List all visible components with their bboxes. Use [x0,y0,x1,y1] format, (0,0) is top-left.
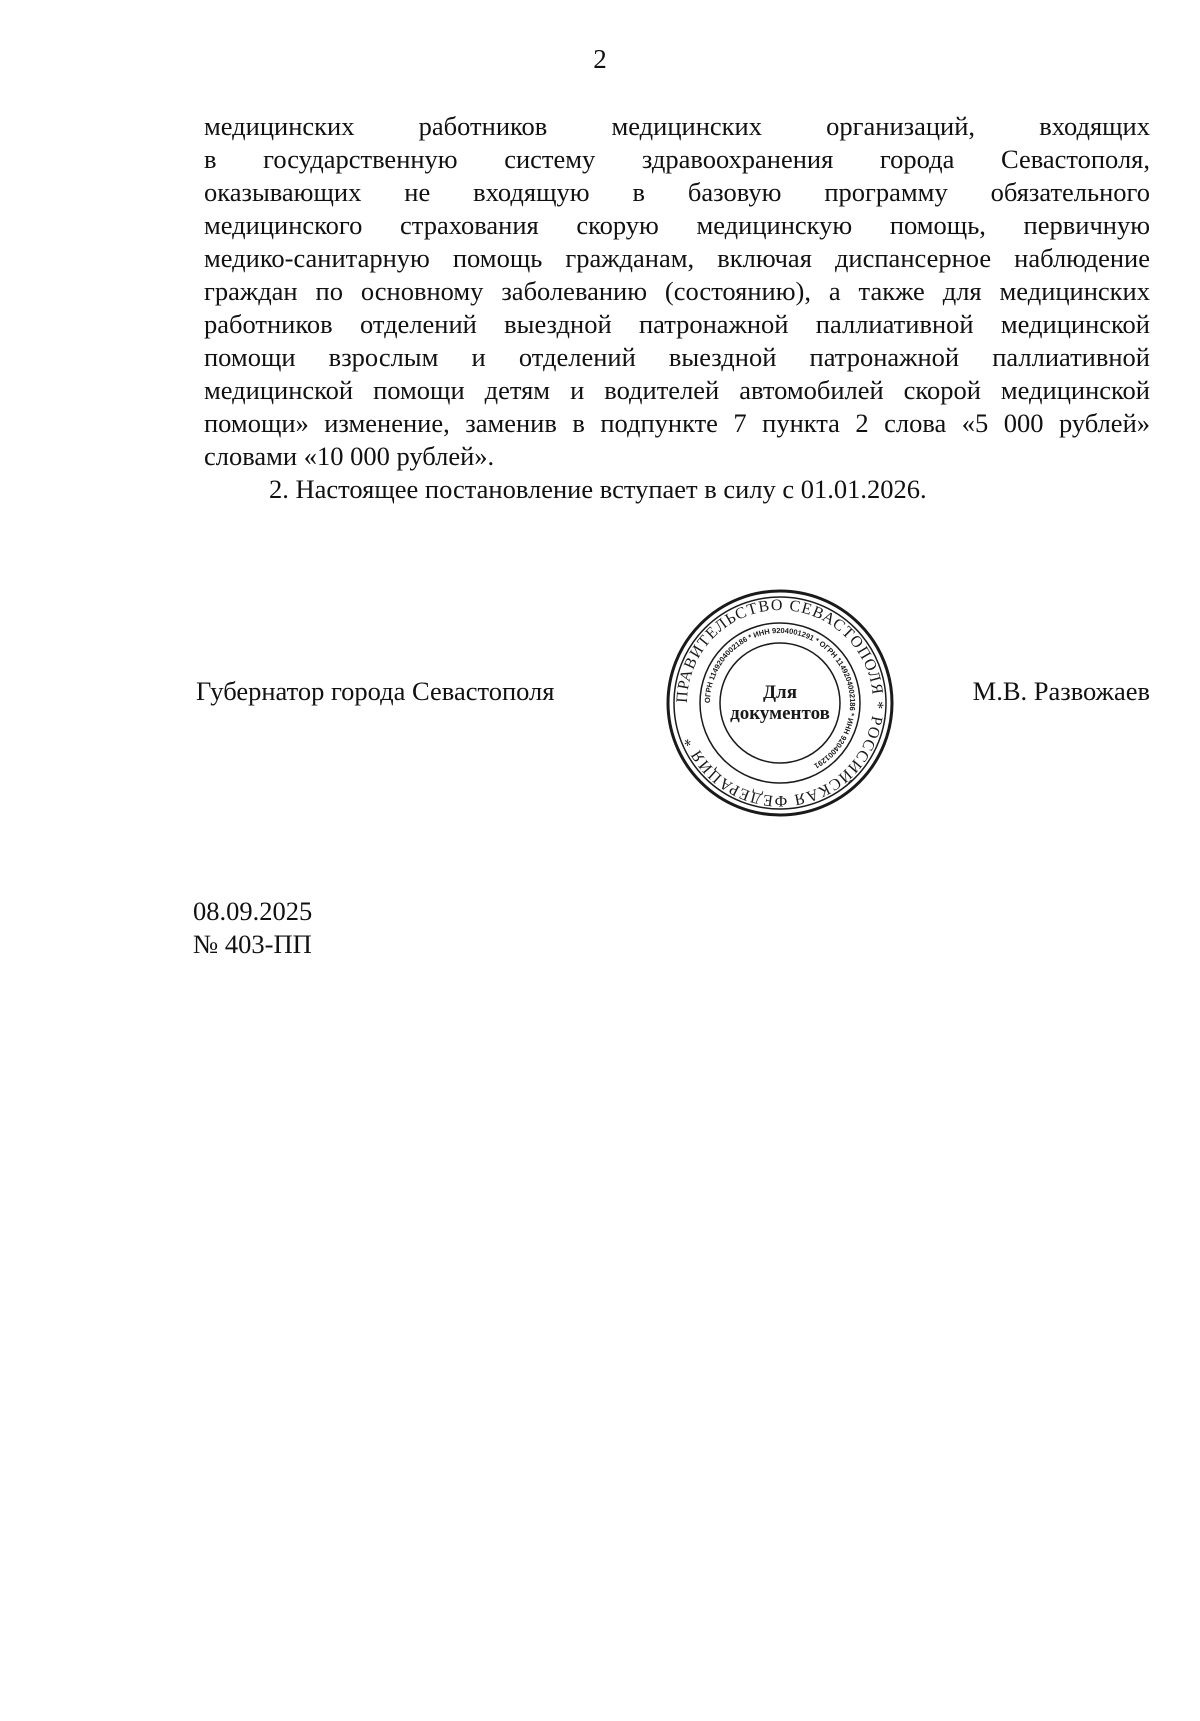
body-line: граждан по основному заболеванию (состоянию), а также для медицинских [204,276,1150,306]
seal-inner-text: ОГРН 1149204002186 * ИНН 9204001291 * ОГРН 1149204002186 * ИНН 9204001291 [702,625,858,771]
official-seal [665,588,895,818]
body-line: медико-санитарную помощь гражданам, включая диспансерное наблюдение [204,243,1150,273]
seal-outer-text: ПРАВИТЕЛЬСТВО СЕВАСТОПОЛЯ * РОССИЙСКАЯ ФЕДЕРАЦИЯ * [673,596,887,810]
body-line: медицинской помощи детям и водителей автомобилей скорой медицинской [204,375,1150,405]
body-text [204,110,1150,506]
body-line: в государственную систему здравоохранения города Севастополя, [204,144,1150,174]
seal-center-line1: Для [762,682,798,703]
body-line: оказывающих не входящую в базовую программу обязательного [204,177,1150,207]
signer-name: М.В. Развожаев [972,676,1150,706]
document-date: 08.09.2025 [193,896,313,926]
body-line: медицинских работников медицинских организаций, входящих [204,111,1150,141]
body-line: помощи» изменение, заменив в подпункте 7 пункта 2 слова «5 000 рублей» [204,408,1150,438]
body-line: помощи взрослым и отделений выездной патронажной паллиативной [204,342,1150,372]
signer-title: Губернатор города Севастополя [196,676,555,706]
item-2-paragraph: 2. Настоящее постановление вступает в силу с 01.01.2026. [269,474,927,504]
body-line: словами «10 000 рублей». [204,441,495,471]
seal-graphic [665,588,895,818]
seal-center-line2: документов [730,703,830,724]
body-line: работников отделений выездной патронажной паллиативной медицинской [204,309,1150,339]
document-number: № 403-ПП [193,929,312,959]
body-line: медицинского страхования скорую медицинскую помощь, первичную [204,210,1150,240]
document-meta [193,895,312,961]
page-number: 2 [593,44,607,74]
